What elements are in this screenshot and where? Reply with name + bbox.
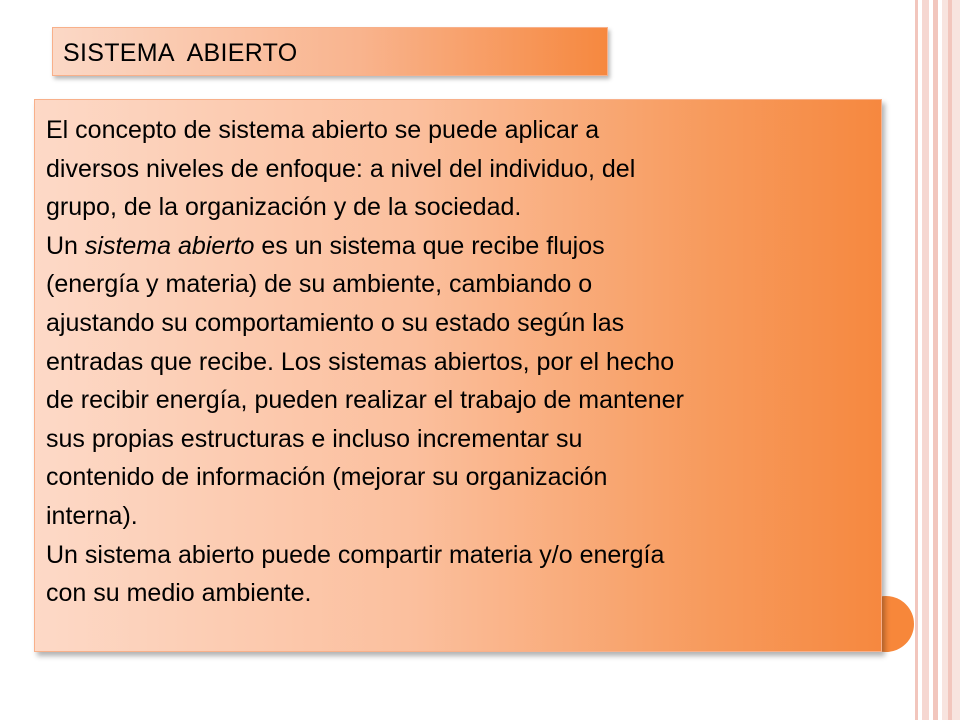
paragraph-2 [46,227,876,536]
paragraph-1 [46,111,876,227]
text-line: de recibir energía, pueden realizar el trabajo de mantener [46,386,684,415]
slide-title: SISTEMA ABIERTO [63,39,298,67]
text-line: sus propias estructuras e incluso incrementar su [46,424,583,453]
text-line: entradas que recibe. Los sistemas abiertos, por el hecho [46,347,675,376]
text-line: con su medio ambiente. [46,579,312,608]
text-line [46,227,876,266]
text-line: (energía y materia) de su ambiente, cambiando o [46,270,593,299]
emphasis-text: sistema abierto [84,231,255,260]
decorative-side-stripes [915,0,960,720]
text-segment: Un [46,231,85,260]
text-line: interna). [46,501,138,530]
text-line: diversos niveles de enfoque: a nivel del individuo, del [46,154,636,183]
text-line: El concepto de sistema abierto se puede aplicar a [46,116,600,144]
text-line: contenido de información (mejorar su organización [46,463,608,492]
content-text [46,111,876,613]
content-box [34,99,882,652]
text-line: grupo, de la organización y de la sociedad. [46,193,522,222]
stripe [915,0,918,720]
text-line: ajustando su comportamiento o su estado según las [46,308,625,337]
slide-title-box [52,27,608,76]
stripe [922,0,929,720]
text-line: Un sistema abierto puede compartir materia y/o energía [46,540,665,569]
text-segment: es un sistema que recibe flujos [254,231,605,260]
paragraph-3 [46,536,876,613]
stripe [948,0,952,720]
stripe [933,0,938,720]
